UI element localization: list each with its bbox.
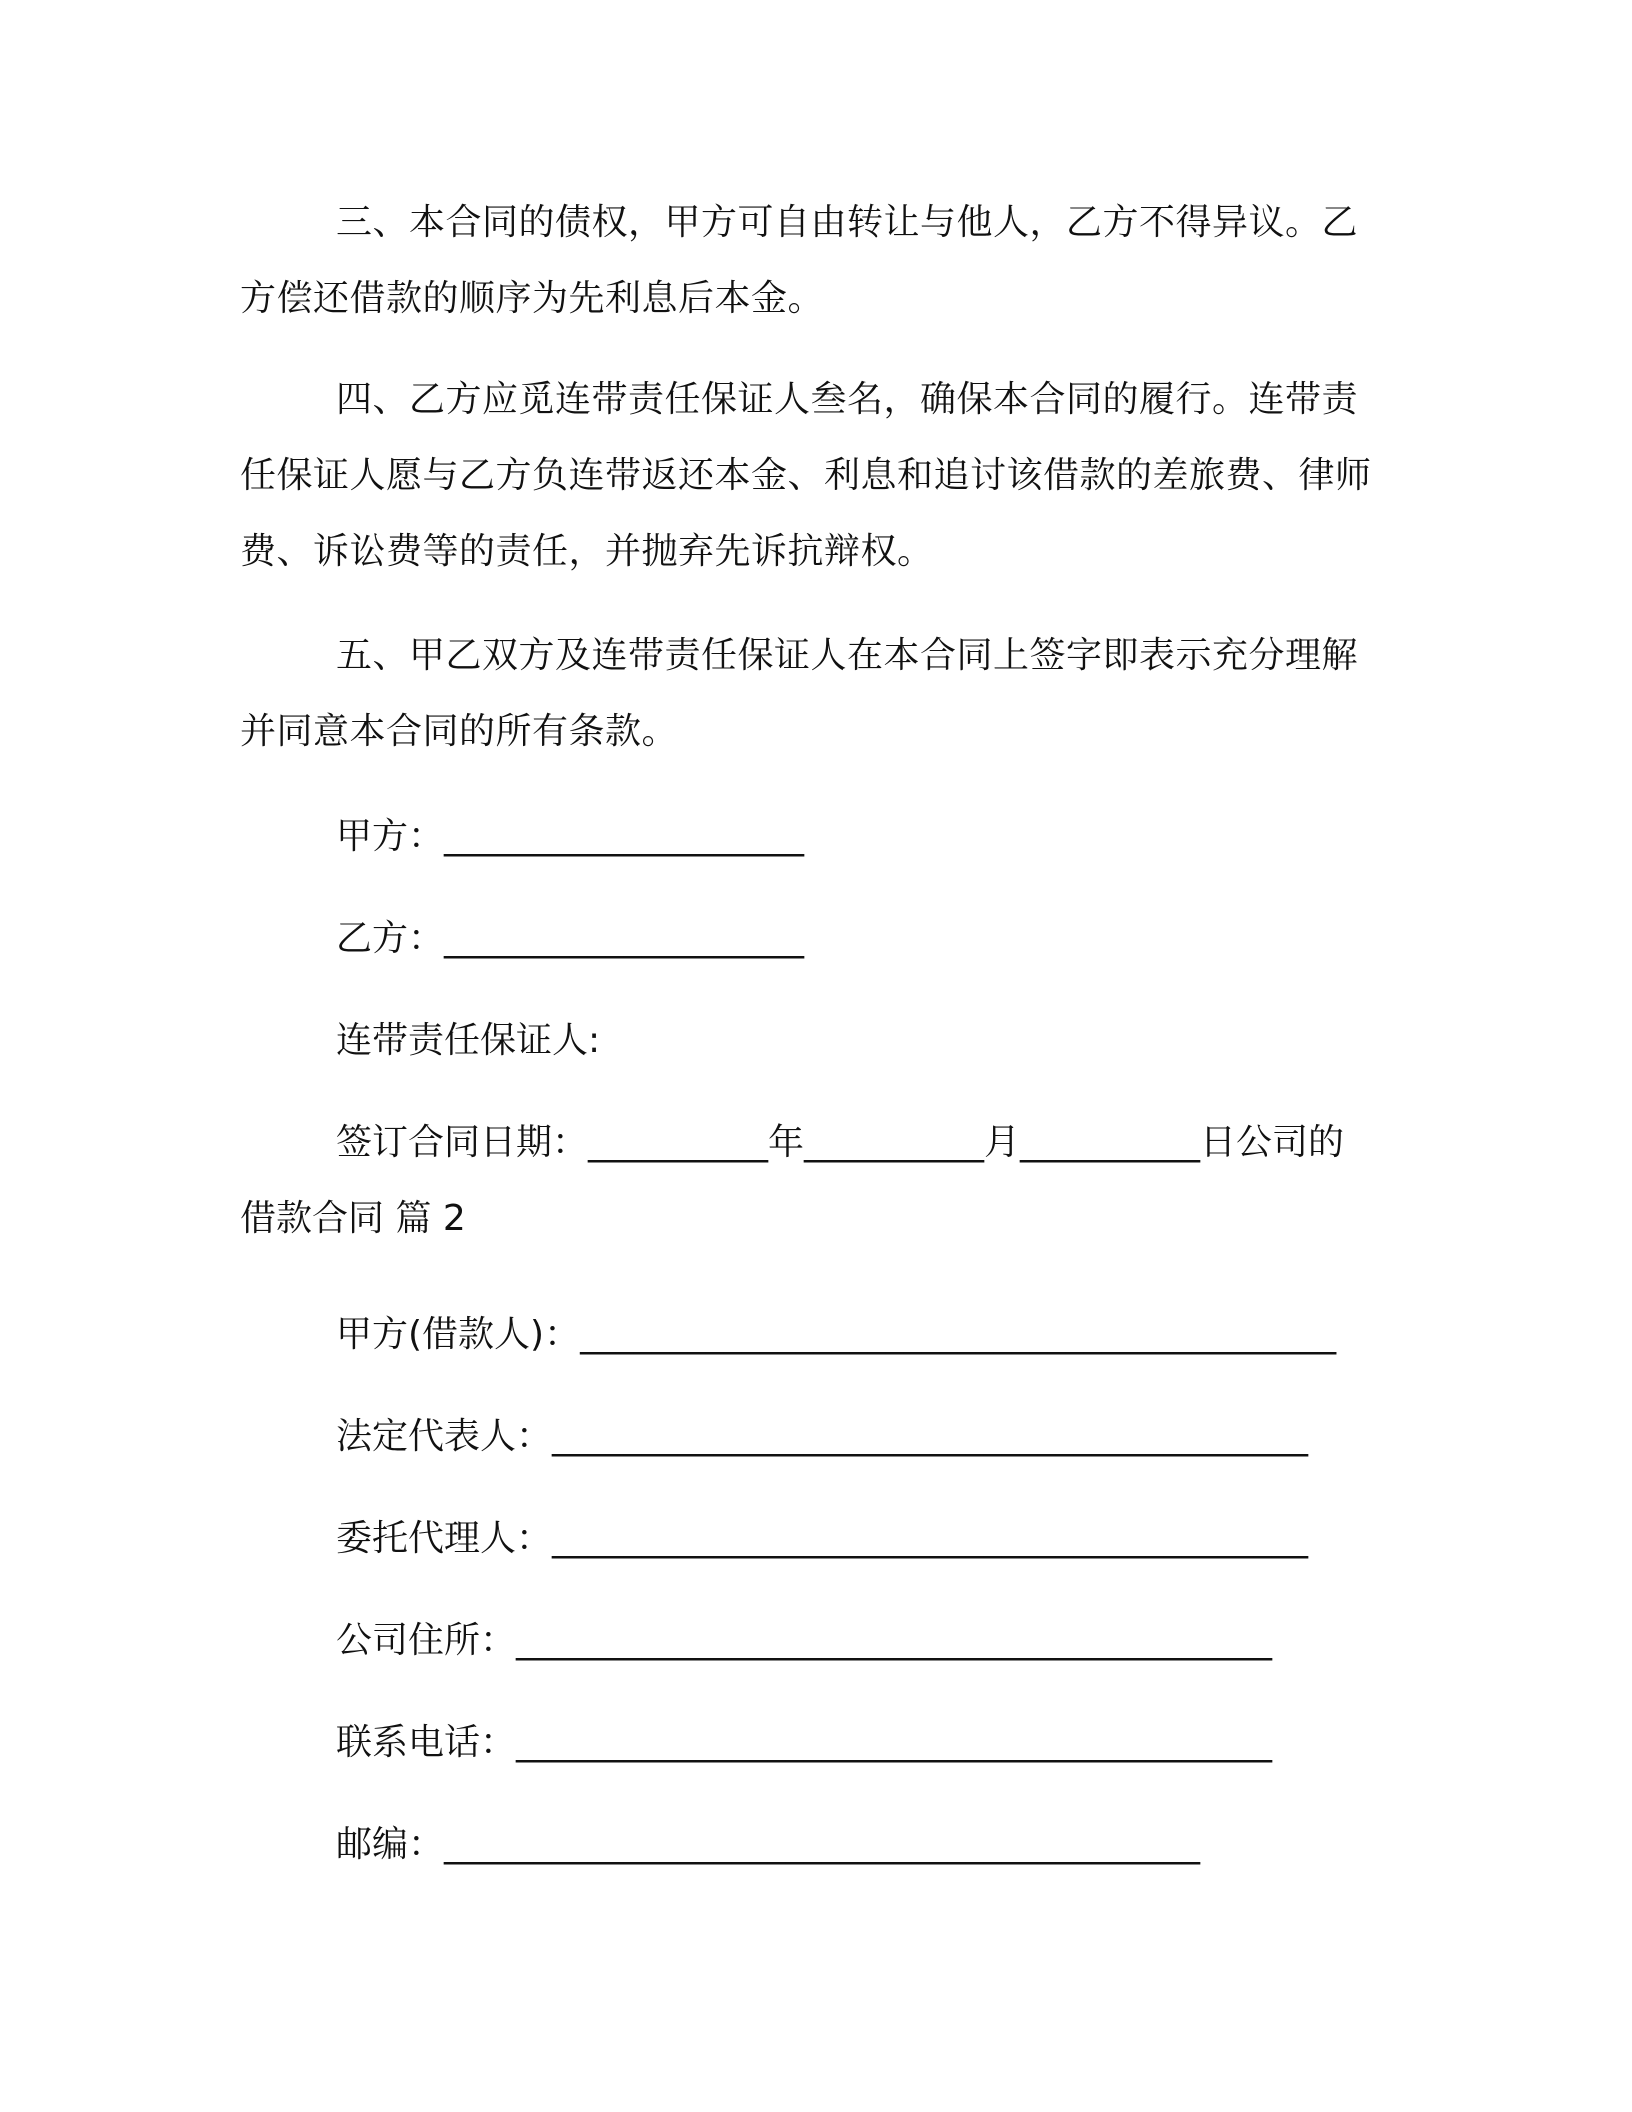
signing-date-line: 签订合同日期：__________年__________月__________日公司的 [336,1122,1345,1163]
contract-part-2-heading: 借款合同 篇 2 [240,1198,466,1239]
clause-three: 三、本合同的债权，甲方可自由转让与他人，乙方不得异议。乙方偿还借款的顺序为先利息后本金。 [240,202,1359,319]
clause-five: 五、甲乙双方及连带责任保证人在本合同上签字即表示充分理解并同意本合同的所有条款。 [240,635,1359,752]
borrower-field: 甲方(借款人)：__________________________________________ [336,1314,1337,1355]
postcode-field: 邮编：__________________________________________ [336,1824,1201,1865]
authorized-agent-field: 委托代理人：__________________________________________ [336,1518,1309,1559]
contact-phone-field: 联系电话：__________________________________________ [336,1722,1273,1763]
party-b-signature-line: 乙方：____________________ [336,918,805,959]
guarantor-label: 连带责任保证人: [336,1020,601,1061]
company-address-field: 公司住所：__________________________________________ [336,1620,1273,1661]
party-a-signature-line: 甲方：____________________ [336,816,805,857]
clause-four: 四、乙方应觅连带责任保证人叁名，确保本合同的履行。连带责任保证人愿与乙方负连带返还本金、利息和追讨该借款的差旅费、律师费、诉讼费等的责任，并抛弃先诉抗辩权。 [240,379,1372,572]
legal-representative-field: 法定代表人：__________________________________________ [336,1416,1309,1457]
